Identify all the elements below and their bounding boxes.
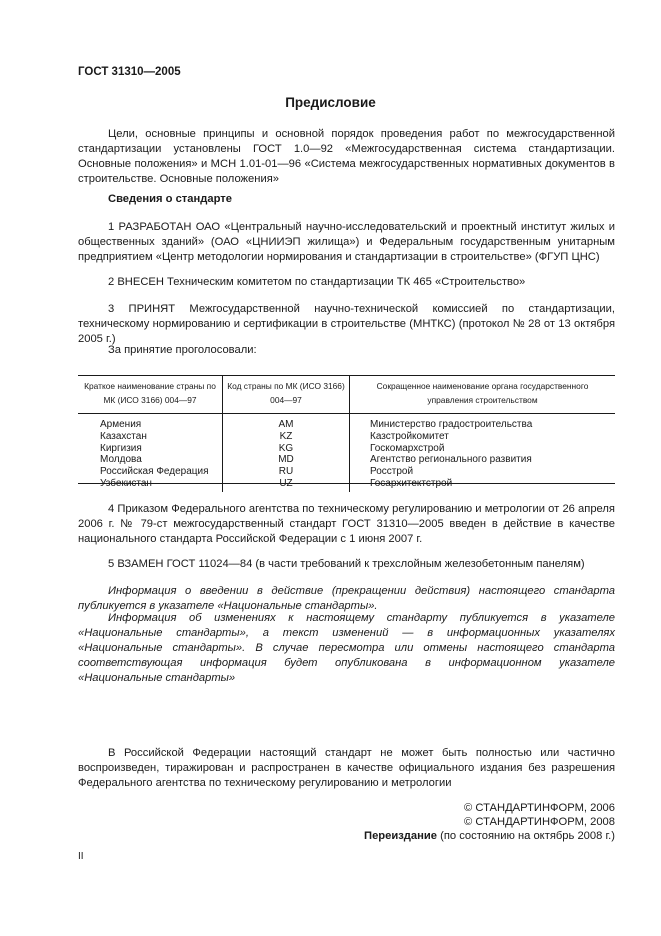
copyright-2006: © СТАНДАРТИНФОРМ, 2006 [464, 802, 615, 814]
country-name: Российская Федерация [100, 466, 209, 478]
item-2-paragraph: 2 ВНЕСЕН Техническим комитетом по стандартизации ТК 465 «Строительство» [108, 276, 526, 288]
item-3-paragraph: 3 ПРИНЯТ Межгосударственной научно-технической комиссией по стандартизации, техническому нормированию и сертификации в строительстве (МНТКС) (протокол № 28 от 13 октября 2005 г.) [78, 303, 615, 345]
section-heading: Сведения о стандарте [108, 193, 232, 205]
item-1-paragraph: 1 РАЗРАБОТАН ОАО «Центральный научно-исследовательский и проектный институт жилых и общественных зданий» (ОАО «ЦНИИЭП жилища») и Федеральным государственным унитарным предприятием «Центр методологии нормирования и стандартизации в строительстве» (ФГУП ЦНС) [78, 221, 615, 263]
table-row [78, 414, 615, 431]
country-name: Армения [100, 419, 142, 430]
country-code: MD [223, 454, 350, 466]
authority-name: Казстройкомитет [350, 431, 616, 443]
header-country-name: Краткое наименование страны по МК (ИСО 3166) 004—97 [78, 375, 223, 414]
table-row [78, 454, 615, 466]
country-code: UZ [223, 478, 350, 492]
table-row [78, 431, 615, 443]
authority-name: Министерство градостроительства [350, 414, 616, 431]
authority-name: Госархитектстрой [350, 478, 616, 492]
country-code: KZ [223, 431, 350, 443]
country-code: RU [223, 466, 350, 478]
header-country-code: Код страны по МК (ИСО 3166) 004—97 [223, 375, 350, 414]
item-5-paragraph: 5 ВЗАМЕН ГОСТ 11024—84 (в части требований к трехслойным железобетонным панелям) [108, 558, 585, 570]
reproduction-notice: В Российской Федерации настоящий стандарт не может быть полностью или частично воспроизведен, тиражирован и распространен в качестве официального издания без разрешения Федерального агентства по техническому регулированию и метрологии [78, 747, 615, 789]
page-title: Предисловие [285, 95, 376, 110]
table-row [78, 466, 615, 478]
country-code: AM [223, 414, 350, 431]
country-name: Узбекистан [100, 477, 152, 489]
header-authority: Сокращенное наименование органа государственного управления строительством [350, 375, 616, 414]
country-code: KG [223, 443, 350, 455]
reissue-line [364, 829, 615, 843]
country-name: Казахстан [100, 430, 147, 442]
item-4-paragraph: 4 Приказом Федерального агентства по техническому регулированию и метрологии от 26 апреля 2006 г. № 79-ст межгосударственный стандарт ГОСТ 31310—2005 введен в действие в качестве национального стандарта Российской Федерации с 1 июня 2007 г. [78, 503, 615, 545]
authority-name: Агентство регионального развития [350, 454, 616, 466]
document-id: ГОСТ 31310—2005 [78, 66, 181, 78]
info-paragraph-2: Информация об изменениях к настоящему стандарту публикуется в указателе «Национальные стандарты», а текст изменений — в информационных указателях «Национальные стандарты». В случае пересмотра или отмены настоящего стандарта соответствующая информация будет опубликована в информационном указателе «Национальные стандарты» [78, 612, 615, 684]
voting-table [78, 375, 615, 492]
vote-label: За принятие проголосовали: [108, 344, 257, 356]
reissue-text: (по состоянию на октябрь 2008 г.) [436, 830, 615, 842]
intro-paragraph: Цели, основные принципы и основной порядок проведения работ по межгосударственной стандартизации установлены ГОСТ 1.0—92 «Межгосударственная система стандартизации. Основные положения» и МСН 1.01-01—96 «Система межгосударственных нормативных документов в строительстве. Основные положения» [78, 128, 615, 185]
table-row [78, 443, 615, 455]
page-number: II [78, 851, 84, 862]
authority-name: Госкомархстрой [350, 443, 616, 455]
authority-name: Росстрой [350, 466, 616, 478]
country-name: Молдова [100, 454, 142, 466]
table-header-row [78, 375, 615, 414]
reissue-label: Переиздание [364, 830, 437, 842]
table-row [78, 478, 615, 492]
country-name: Киргизия [100, 442, 142, 454]
info-paragraph-1: Информация о введении в действие (прекращении действия) настоящего стандарта публикуется в указателе «Национальные стандарты». [78, 585, 615, 612]
copyright-2008: © СТАНДАРТИНФОРМ, 2008 [464, 816, 615, 828]
